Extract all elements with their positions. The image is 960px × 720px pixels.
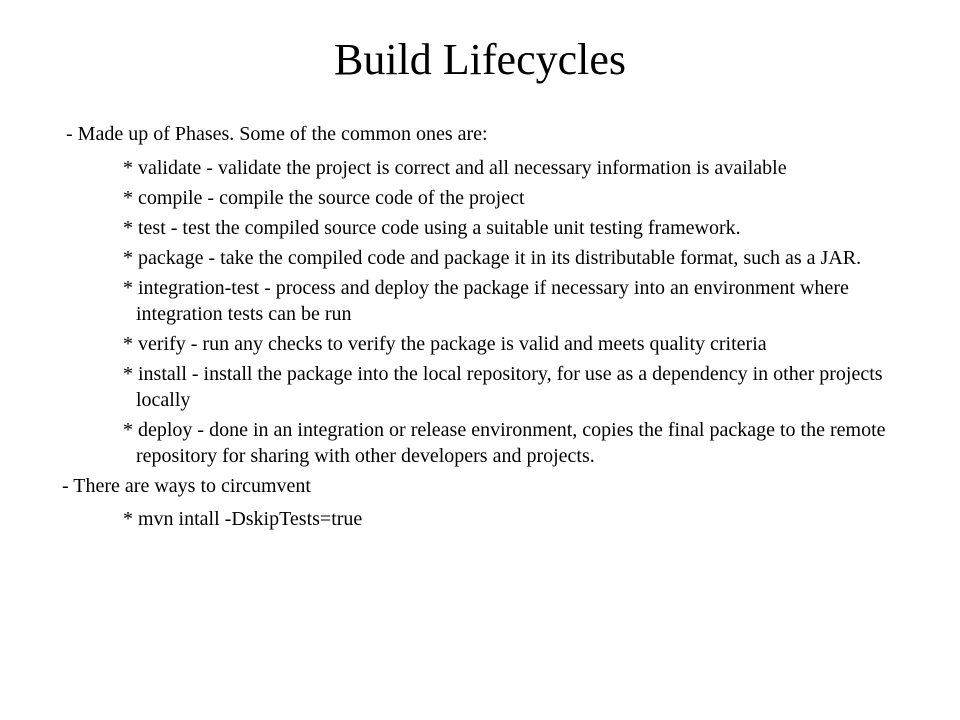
phase-deploy: * deploy - done in an integration or release environment, copies the final package to the remote repository for sharing with other developers and projects. — [123, 419, 886, 467]
slide-body — [0, 120, 960, 536]
phase-validate: * validate - validate the project is correct and all necessary information is available — [123, 157, 787, 179]
circumvent-bullet: - There are ways to circumvent — [62, 475, 311, 497]
phase-verify: * verify - run any checks to verify the package is valid and meets quality criteria — [123, 333, 767, 355]
intro-bullet: - Made up of Phases. Some of the common ones are: — [66, 123, 488, 145]
circumvent-command: * mvn intall -DskipTests=true — [123, 508, 363, 530]
phase-integration-test: * integration-test - process and deploy the package if necessary into an environment where integration tests can be run — [123, 277, 849, 325]
phase-test: * test - test the compiled source code using a suitable unit testing framework. — [123, 217, 741, 239]
phase-install: * install - install the package into the local repository, for use as a dependency in other projects locally — [123, 363, 883, 411]
phase-compile: * compile - compile the source code of the project — [123, 187, 525, 209]
phase-package: * package - take the compiled code and package it in its distributable format, such as a JAR. — [123, 247, 862, 269]
slide-title: Build Lifecycles — [333, 35, 626, 84]
